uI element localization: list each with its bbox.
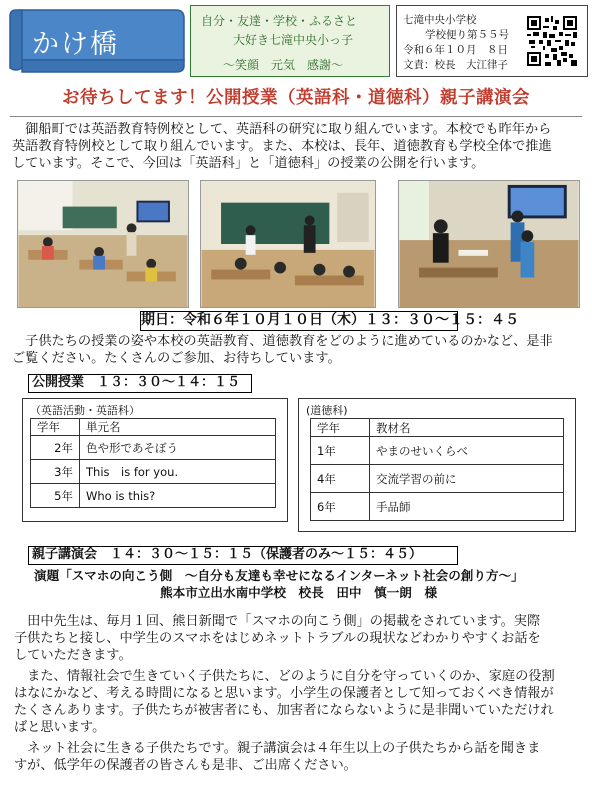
invite-line-2: ご覧ください。たくさんのご参加、お待ちしています。 [12, 351, 341, 366]
classroom-photo-3 [398, 180, 580, 308]
material-cell: 交流学習の前に [370, 465, 564, 493]
table-row [311, 465, 564, 493]
author: 文責：校長 大江律子 [403, 59, 508, 71]
english-lessons-table [30, 418, 276, 508]
newsletter-name: かけ橋 [32, 29, 119, 60]
classroom-photo-2 [200, 180, 376, 308]
table-row [31, 484, 276, 508]
article-title: お待ちしてます！公開授業（英語科・道徳科）親子講演会 [62, 88, 530, 108]
lecturer-name: 熊本市立出水南中学校 校長 田中 慎一朗 様 [160, 585, 438, 600]
col-unit: 単元名 [80, 419, 276, 436]
issue-number: 学校便り第５５号 [425, 29, 509, 41]
table-row [311, 437, 564, 465]
intro-line-1: 御船町では英語教育特例校として、英語科の研究に取り組んでいます。本校でも昨年から [12, 122, 552, 137]
col-grade: 学年 [311, 419, 370, 437]
title-rule [10, 116, 582, 117]
motto-line-2: 大好き七滝中央小っ子 [233, 33, 354, 47]
unit-cell: This is for you. [80, 460, 276, 484]
english-table-caption: （英語活動・英語科） [30, 404, 140, 417]
issue-info-box [396, 5, 588, 77]
moral-lessons-table [310, 418, 564, 521]
intro-line-2: 英語教育特例校として取り組んでいます。また、本校は、長年、道徳教育も学校全体で推進 [12, 139, 552, 154]
table-header-row [311, 419, 564, 437]
table-row [311, 493, 564, 521]
unit-cell: 色や形であそぼう [80, 436, 276, 460]
issue-date: 令和６年１０月 ８日 [403, 44, 508, 56]
qr-code [527, 16, 577, 66]
lecture-topic: 演題「スマホの向こう側 〜自分も友達も幸せになるインターネット社会の創り方〜」 [34, 568, 524, 583]
paragraph-2-line-1: また、情報社会で生きていく子供たちに、どのように自分を守っていくのか、家庭の役割 [14, 669, 555, 684]
paragraph-1-line-2: 子供たちと接し、中学生のスマホをはじめネットトラブルの現状などわかりやすくお話を [14, 631, 541, 646]
col-grade: 学年 [31, 419, 80, 436]
open-class-heading: 公開授業 １３：３０〜１４：１５ [28, 374, 252, 393]
table-header-row [31, 419, 276, 436]
classroom-photo-1 [17, 180, 189, 308]
moral-table-caption: (道徳科) [306, 404, 348, 417]
material-cell: やまのせいくらべ [370, 437, 564, 465]
grade-cell: 1年 [311, 437, 370, 465]
grade-cell: 3年 [31, 460, 80, 484]
invite-line-1: 子供たちの授業の姿や本校の英語教育、道徳教育をどのように進めているのかなど、是非 [12, 334, 553, 349]
intro-line-3: しています。そこで、今回は「英語科」と「道徳科」の授業の公開を行います。 [12, 156, 485, 171]
event-date: 期日：令和６年１０月１０日（木）１３：３０〜１５：４５ [140, 311, 458, 331]
school-name: 七滝中央小学校 [403, 14, 477, 26]
paragraph-2-line-3: たくさんあります。子供たちが被害者にも、加害者にならないように是非聞いていただけれ [14, 703, 554, 718]
table-row [31, 460, 276, 484]
paragraph-2-line-4: ばと思います。 [14, 720, 106, 735]
material-cell: 手品師 [370, 493, 564, 521]
paragraph-3-line-1: ネット社会に生きる子供たちです。親子講演会は４年生以上の子供たちから話を聞きま [14, 741, 541, 756]
grade-cell: 4年 [311, 465, 370, 493]
motto-line-3: 〜笑顔 元気 感謝〜 [223, 58, 344, 72]
table-row [31, 436, 276, 460]
grade-cell: 5年 [31, 484, 80, 508]
grade-cell: 6年 [311, 493, 370, 521]
school-motto-box [190, 5, 390, 77]
paragraph-2-line-2: はなにかなど、考える時間になると思います。小学生の保護者として知っておくべき情報が [14, 686, 554, 701]
paragraph-1-line-1: 田中先生は、毎月１回、熊日新聞で「スマホの向こう側」の掲載をされています。実際 [14, 614, 541, 629]
paragraph-1-line-3: していただきます。 [14, 648, 132, 663]
grade-cell: 2年 [31, 436, 80, 460]
paragraph-3-line-2: すが、低学年の保護者の皆さんも是非、ご出席ください。 [14, 758, 357, 773]
unit-cell: Who is this? [80, 484, 276, 508]
col-material: 教材名 [370, 419, 564, 437]
motto-line-1: 自分・友達・学校・ふるさと [201, 14, 358, 28]
lecture-heading: 親子講演会 １４：３０〜１５：１５（保護者のみ〜１５：４５） [28, 546, 458, 565]
